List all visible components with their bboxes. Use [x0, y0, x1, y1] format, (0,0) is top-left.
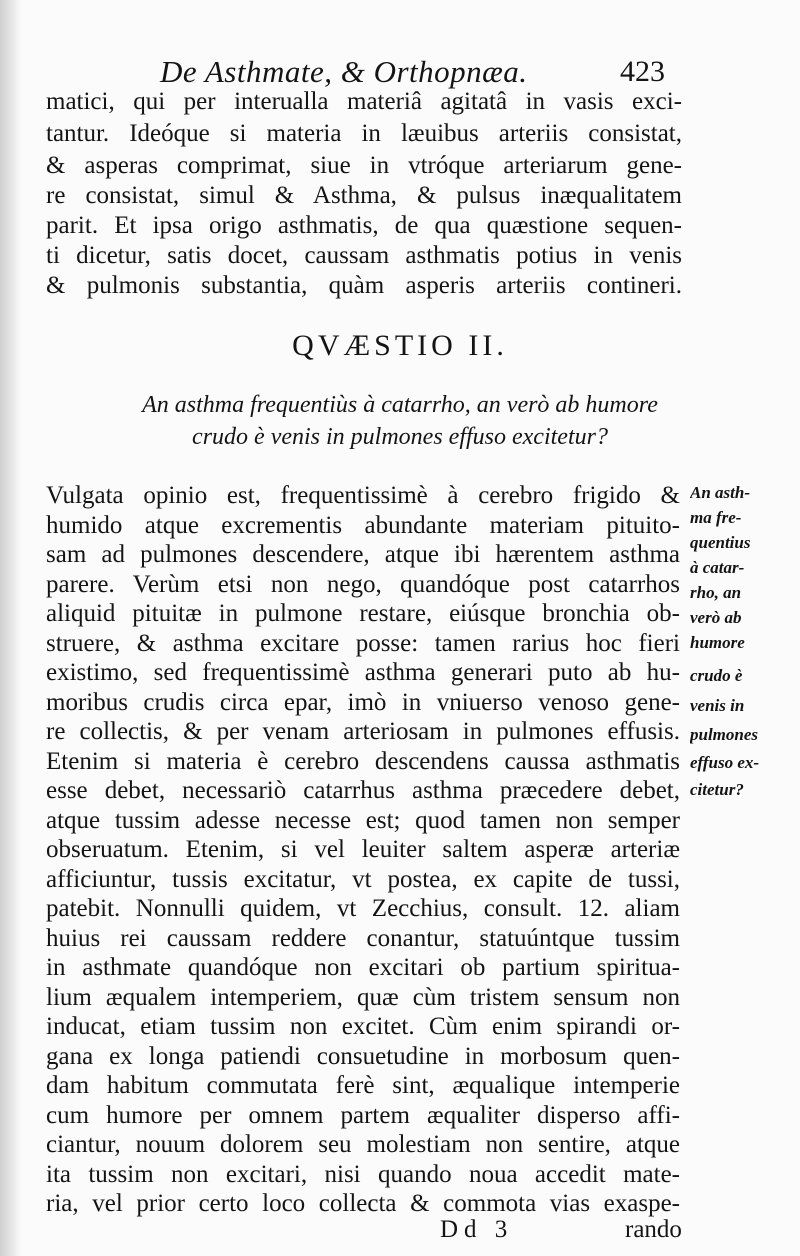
text-line: inducat, etiam tussim non excitet. Cùm enim spirandi or- [46, 1013, 680, 1040]
question-title: QVÆSTIO II. [292, 329, 508, 362]
text-line: re collectis, & per venam arteriosam in pulmones effusis. [46, 718, 680, 745]
margin-note-line: ma fre- [690, 508, 742, 527]
text-line: esse debet, necessariò catarrhus asthma præcedere debet, [46, 777, 680, 804]
margin-note-line: citetur? [690, 780, 744, 799]
text-line: humido atque excrementis abundante materiam pituito- [46, 512, 680, 539]
text-line: matici, qui per interualla materiâ agitatâ in vasis exci- [46, 88, 682, 115]
text-line: huius rei caussam reddere conantur, statuúntque tussim [46, 925, 680, 952]
text-line: dam habitum commutata ferè sint, æqualique intemperie [46, 1072, 680, 1099]
text-line: ria, vel prior certo loco collecta & commota vias exaspe- [46, 1190, 680, 1217]
text-line: Etenim si materia è cerebro descendens caussa asthmatis [46, 748, 680, 775]
text-line: afficiuntur, tussis excitatur, vt postea, ex capite de tussi, [46, 866, 680, 893]
text-line: cum humore per omnem partem æqualiter disperso affi- [46, 1102, 680, 1129]
text-line: parere. Verùm etsi non nego, quandóque post catarrhos [46, 571, 680, 598]
text-line: obseruatum. Etenim, si vel leuiter saltem asperæ arteriæ [46, 836, 680, 863]
page-gutter-shadow [0, 0, 22, 1256]
text-line: atque tussim adesse necesse est; quod tamen non semper [46, 807, 680, 834]
text-line: lium æqualem intemperiem, quæ cùm tristem sensum non [46, 984, 680, 1011]
text-line: in asthmate quandóque non excitari ob partium spiritua- [46, 954, 680, 981]
text-line: patebit. Nonnulli quidem, vt Zecchius, consult. 12. aliam [46, 895, 680, 922]
margin-note-line: humore [690, 633, 745, 652]
running-head: De Asthmate, & Orthopnæa. [160, 54, 528, 89]
text-line: existimo, sed frequentissimè asthma generari puto ab hu- [46, 659, 680, 686]
margin-note-line: verò ab [690, 608, 742, 627]
catchword: rando [625, 1216, 682, 1243]
margin-note-line: à catar- [690, 558, 745, 577]
text-line: ciantur, nouum dolorem seu molestiam non sentire, atque [46, 1131, 680, 1158]
margin-note-line: venis in [690, 696, 745, 715]
text-line: ti dicetur, satis docet, caussam asthmatis potius in venis [46, 242, 682, 269]
page-footer [0, 1212, 800, 1248]
margin-note-line: crudo è [690, 666, 743, 685]
margin-note-line: quentius [690, 533, 751, 552]
margin-note-line: rho, an [690, 583, 742, 602]
text-line: tantur. Ideóque si materia in læuibus arteriis consistat, [46, 120, 682, 147]
text-line: & asperas comprimat, siue in vtróque arteriarum gene- [46, 152, 682, 179]
text-line: struere, & asthma excitare posse: tamen rarius hoc fieri [46, 630, 680, 657]
page-number: 423 [620, 55, 665, 88]
text-line: & pulmonis substantia, quàm asperis arteriis contineri. [46, 272, 682, 299]
margin-note-line: An asth- [690, 483, 750, 502]
signature-mark: Dd 3 [440, 1216, 514, 1243]
text-line: Vulgata opinio est, frequentissimè à cerebro frigido & [46, 482, 680, 509]
text-line: ita tussim non excitari, nisi quando noua accedit mate- [46, 1161, 680, 1188]
text-line: re consistat, simul & Asthma, & pulsus inæqualitatem [46, 182, 682, 209]
margin-note-line: effuso ex- [690, 753, 760, 772]
text-line: gana ex longa patiendi consuetudine in morbosum quen- [46, 1043, 680, 1070]
text-line: moribus crudis circa epar, imò in vniuerso venoso gene- [46, 689, 680, 716]
subtitle-line: An asthma frequentiùs à catarrho, an verò ab humore [142, 392, 658, 418]
text-line: parit. Et ipsa origo asthmatis, de qua quæstione sequen- [46, 212, 682, 239]
subtitle-line: crudo è venis in pulmones effuso excitetur? [192, 424, 608, 450]
text-line: sam ad pulmones descendere, atque ibi hærentem asthma [46, 541, 680, 568]
text-line: aliquid pituitæ in pulmone restare, eiúsque bronchia ob- [46, 600, 680, 627]
margin-note-line: pulmones [690, 725, 759, 744]
